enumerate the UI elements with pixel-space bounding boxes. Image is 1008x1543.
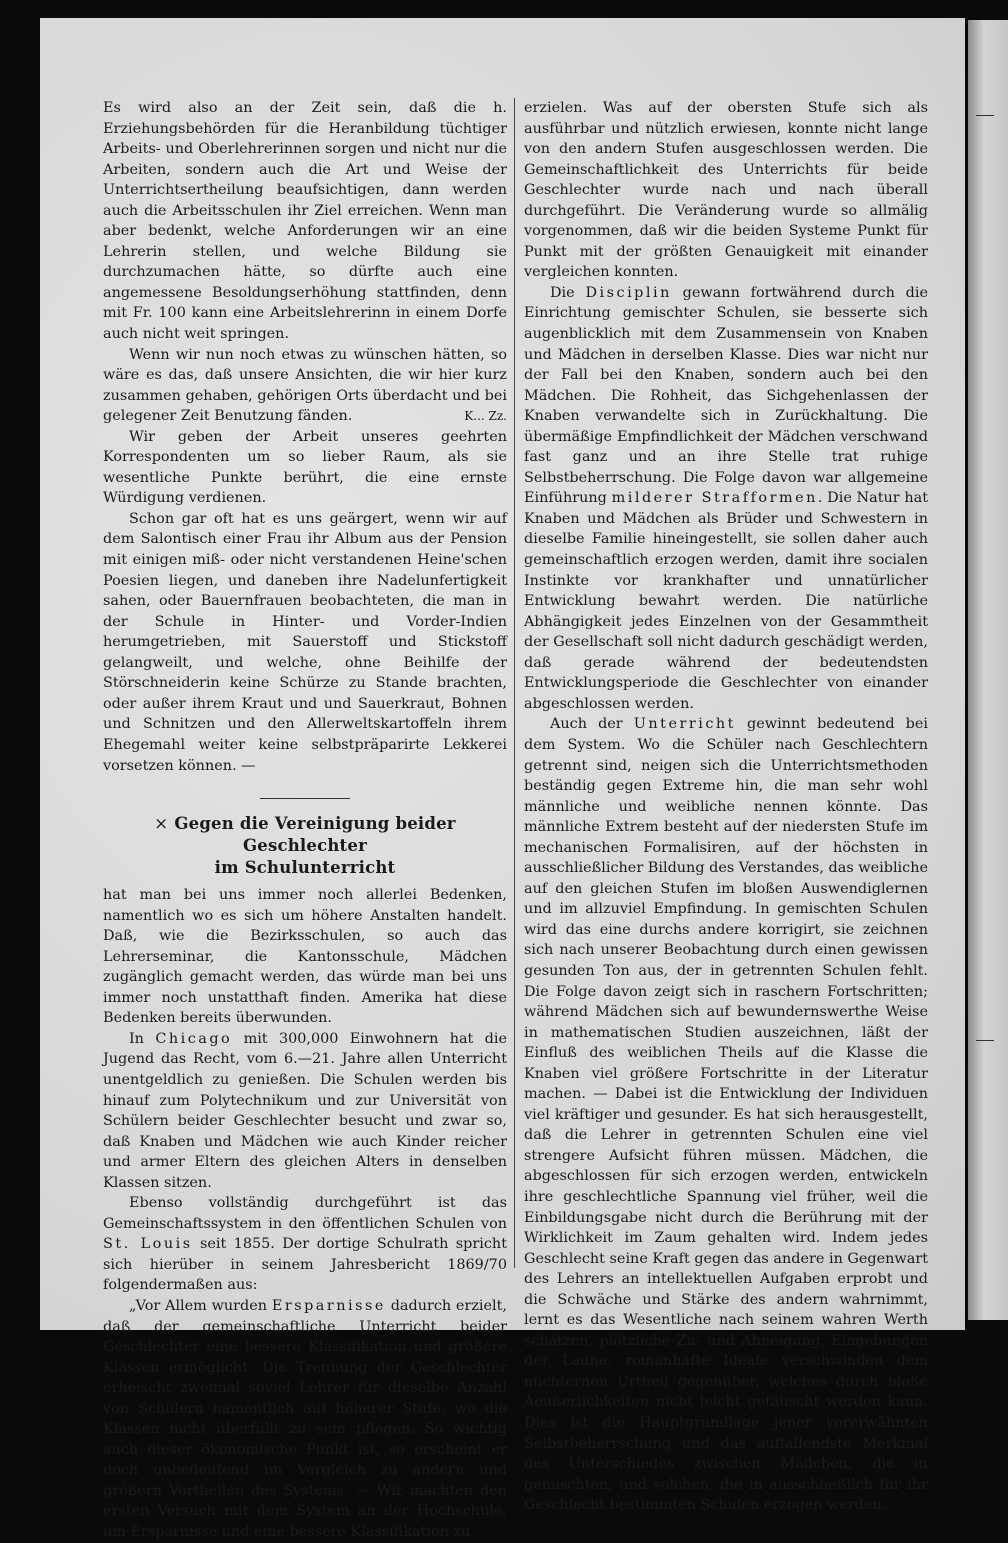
paragraph: In Chicago mit 300,000 Einwohnern hat die Jugend das Recht, vom 6.—21. Jahre allen Unterricht unentgeldlich zu genießen. Die Schulen werden bis hinauf zum Polytechnikum und zur Universität von Schülern beider Geschlechter besucht und zwar so, daß Knaben und Mädchen wie auch Kinder reicher und armer Eltern des gleichen Alters in denselben Klassen sitzen. (103, 1030, 508, 1191)
cross-mark-icon: × (154, 814, 169, 834)
heading-line: im Schulunterricht (214, 858, 396, 878)
emphasized-term: St. Louis (103, 1236, 193, 1253)
author-signature: K... Zz. (464, 409, 507, 424)
paragraph: Die Disciplin gewann fortwährend durch die Einrichtung gemischter Schulen, sie besserte sich augenblicklich mit dem Zusammensein von Knaben und Mädchen in derselben Klasse. Dies war nicht nur der Fall bei den Knaben, sondern auch bei den Mädchen. Die Rohheit, das Sichgehenlassen der Knaben verwandelte sich in Zurückhaltung. Die übermäßige Empfindlichkeit der Mädchen verschwand fast ganz und an ihre Stelle trat ruhige Selbstbeherrschung. Die Folge davon war allgemeine Einführung milderer Strafformen. Die Natur hat Knaben und Mädchen als Brüder und Schwestern in dieselbe Familie hineingestellt, sie sollen daher auch gemeinschaftlich erzogen werden, damit ihre socialen Instinkte vor krankhafter und unnatürlicher Entwicklung bewahrt werden. Die natürliche Abhängigkeit jedes Einzelnen von der Gesammtheit der Gesellschaft soll nicht dadurch geschädigt werden, daß gerade während der bedeutendsten Entwicklungsperiode die Geschlechter von einander abgeschlossen werden. (524, 284, 929, 712)
left-column (103, 98, 507, 1543)
paragraph: erzielen. Was auf der obersten Stufe sich als ausführbar und nützlich erwiesen, konnte nicht lange von den andern Stufen ausgeschlossen werden. Die Gemeinschaftlichkeit des Unterrichts für beide Geschlechter wurde nach und nach überall durchgeführt. Die Veränderung wurde so allmälig vorgenommen, daß wir die beiden Systeme Punkt für Punkt mit der größten Genauigkeit mit einander vergleichen konnten. (524, 100, 928, 281)
paragraph: hat man bei uns immer noch allerlei Bedenken, namentlich wo es sich um höhere Anstalten handelt. Daß, wie die Bezirksschulen, so auch das Lehrerseminar, die Kantonsschule, Mädchen zugänglich gemacht werden, das würde man bei uns immer noch unstatthaft finden. Amerika hat diese Bedenken bereits überwunden. (103, 887, 507, 1027)
adjacent-page-rule (976, 1040, 994, 1041)
emphasized-term: milderer Strafformen (611, 490, 818, 507)
right-column (524, 98, 928, 1516)
emphasized-term: Disciplin (585, 284, 672, 301)
adjacent-page-rule (976, 115, 994, 116)
paragraph: „Vor Allem wurden Ersparnisse dadurch erzielt, daß der gemeinschaftliche Unterricht beider Geschlechter eine bessere Klassifikation und größere Klassen ermöglicht. Die Trennung der Geschlechter erheischt zweimal soviel Lehrer für dieselbe Anzahl von Schülern namentlich auf höherer Stufe, wo die Klassen nicht überfüllt zu sein pflegen. So wichtig auch dieser ökonomische Punkt ist, so erscheint er doch unbedeutend im Vergleich zu andern und größern Vortheilen des Systems. — Wir machten den ersten Versuch mit dem System an der Hochschule, um Ersparnisse und eine bessere Klassifikation zu (103, 1297, 507, 1540)
paragraph: Wenn wir nun noch etwas zu wünschen hätten, so wäre es das, daß unsere Ansichten, die wir hier kurz zusammen gehaben, gehörigen Orts überdacht und bei gelegener Zeit Benutzung fänden. (103, 346, 507, 425)
paragraph: Es wird also an der Zeit sein, daß die h. Erziehungsbehörden für die Heranbildung tüchtiger Arbeits- und Oberlehrerinnen sorgen und nicht nur die Arbeiten, sondern auch die Art und Weise der Unterrichtsertheilung beaufsichtigen, dann werden auch die Arbeitsschulen ihr Ziel erreichen. Wenn man aber bedenkt, welche Anforderungen wir an eine Lehrerin stellen, und welche Bildung sie durchzumachen hätte, so dürfte auch eine angemessene Besoldungserhöhung stattfinden, denn mit Fr. 100 kann eine Arbeitslehrerinn in einem Dorfe auch nicht weit springen. (103, 100, 507, 343)
emphasized-term: Unterricht (633, 716, 736, 733)
newspaper-page (40, 18, 965, 1540)
section-separator (260, 798, 350, 799)
emphasized-term: Chicago (155, 1030, 233, 1047)
adjacent-page-edge (968, 20, 1008, 1320)
paragraph: Wir geben der Arbeit unseres geehrten Korrespondenten um so lieber Raum, als sie wesentliche Punkte berührt, die eine ernste Würdigung verdienen. (103, 428, 507, 507)
column-divider (514, 98, 515, 1268)
emphasized-term: Ersparnisse (271, 1297, 386, 1314)
article-heading (103, 813, 507, 879)
heading-line: Gegen die Vereinigung beider Geschlechter (174, 814, 456, 856)
paragraph: Auch der Unterricht gewinnt bedeutend bei dem System. Wo die Schüler nach Geschlechtern getrennt sind, neigen sich die Unterrichtsmethoden beständig gegen Extreme hin, die man sehr wohl männliche und weibliche nennen könnte. Das männliche Extrem besteht auf der niedersten Stufe im mechanischen Formalisiren, auf der höchsten in ausschließlicher Bildung des Verstandes, das weibliche auf den gleichen Stufen im bloßen Auswendiglernen und im allzuviel Empfindung. In gemischten Schulen wird das eine durchs andere korrigirt, sie zeichnen sich nach unserer Beobachtung durch einen gewissen gesunden Ton aus, der in getrennten Schulen fehlt. Die Folge davon zeigt sich in raschern Fortschritten; während Mädchen sich auf bewundernswerthe Weise in mathematischen Studien auszeichnen, läßt der Einfluß des weiblichen Theils auf die Klasse die Knaben viel größere Fortschritte in der Literatur machen. — Dabei ist die Entwicklung der Individuen viel kräftiger und gesunder. Es hat sich herausgestellt, daß die Lehrer in getrennten Schulen eine viel strengere Aufsicht führen müssen. Mädchen, die abgeschlossen für sich erzogen werden, entwickeln ihre geschlechtliche Spannung viel früher, weil die Einbildungsgabe nicht durch die Berührung mit der Wirklichkeit im Zaum gehalten wird. Indem jedes Geschlecht seine Kraft gegen das andere in Gegenwart des Lehrers an intellektuellen Aufgaben erprobt und die Schwäche und Stärke des andern wahrnimmt, lernt es das Wesentliche nach seinem wahren Werth schätzen, plötzliche Zu- und Abneigung, Eingebungen der Laune, romanhafte Ideale verschwinden dem nüchternen Urtheil gegenüber, welches durch bloße Aeußerlichkeiten nicht leicht getäuscht werden kann. Dies ist die Hauptgrundlage jener vorerwähnten Selbstbeherrschung und das auffallendste Merkmal des Unterschiedes zwischen Mädchen, die in gemischten, und solchen, die in ausschließlich für ihr Geschlecht bestimmten Schulen erzogen werden. (524, 716, 928, 1514)
paragraph: Schon gar oft hat es uns geärgert, wenn wir auf dem Salontisch einer Frau ihr Album aus der Pension mit einigen miß- oder nicht verstandenen Heine'schen Poesien liegen, und daneben ihre Nadelunfertigkeit sahen, oder Bauernfrauen beobachteten, die man in der Schule in Hinter- und Vorder-Indien herumgetrieben, mit Sauerstoff und Stickstoff gelangweilt, und welche, ohne Beihilfe der Störschneiderin keine Schürze zu Stande brachten, oder außer ihrem Kraut und und Sauerkraut, Bohnen und Schnitzen und den Allerweltskartoffeln ihrem Ehegemahl weiter keine selbstpräparirte Lekkerei vorsetzen können. — (103, 510, 507, 774)
paragraph: Ebenso vollständig durchgeführt ist das Gemeinschaftssystem in den öffentlichen Schulen von St. Louis seit 1855. Der dortige Schulrath spricht sich hierüber in seinem Jahresbericht 1869/70 folgendermaßen aus: (103, 1195, 507, 1294)
